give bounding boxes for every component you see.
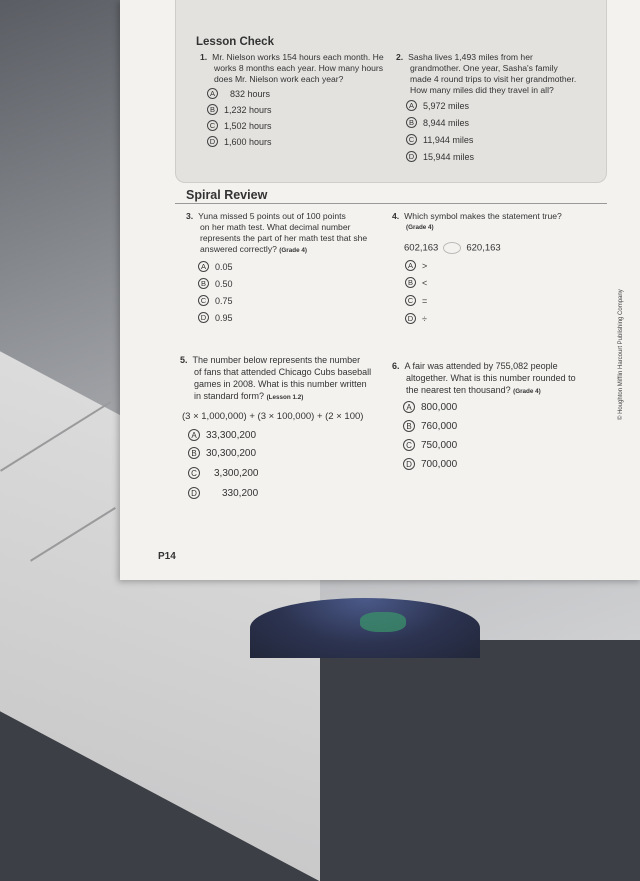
option-circle[interactable]: A	[403, 401, 415, 413]
q6-option-c[interactable]: C 750,000	[403, 439, 457, 451]
q2-option-a[interactable]: A 5,972 miles	[406, 100, 469, 111]
page-number: P14	[158, 551, 176, 562]
option-circle[interactable]: D	[403, 458, 415, 470]
option-circle[interactable]: B	[406, 117, 417, 128]
q4-option-a[interactable]: A >	[405, 260, 427, 271]
q6-option-b[interactable]: B 760,000	[403, 420, 457, 432]
option-circle[interactable]: C	[198, 295, 209, 306]
q2-option-d[interactable]: D 15,944 miles	[406, 151, 474, 162]
q2-option-b[interactable]: B 8,944 miles	[406, 117, 469, 128]
q6-option-a[interactable]: A 800,000	[403, 401, 457, 413]
q2-option-c[interactable]: C 11,944 miles	[406, 134, 473, 145]
q1-option-d[interactable]: D 1,600 hours	[207, 136, 272, 147]
lesson-check-title: Lesson Check	[196, 36, 274, 48]
question-2: 2. Sasha lives 1,493 miles from her grandmother. One year, Sasha's family made 4 round trips to visit her grandmother. How many miles did they travel in all?	[396, 52, 577, 95]
q3-option-d[interactable]: D 0.95	[198, 312, 233, 323]
question-4: 4. Which symbol makes the statement true? (Grade 4)	[392, 211, 562, 231]
option-circle[interactable]: C	[405, 295, 416, 306]
q1-option-c[interactable]: C 1,502 hours	[207, 120, 272, 131]
q4-option-d[interactable]: D ÷	[405, 313, 427, 324]
option-circle[interactable]: A	[207, 88, 218, 99]
option-circle[interactable]: A	[406, 100, 417, 111]
q5-option-a[interactable]: A 33,300,200	[188, 429, 256, 441]
question-number: 2.	[396, 52, 404, 62]
question-number: 3.	[186, 211, 194, 221]
option-circle[interactable]: D	[406, 151, 417, 162]
background-chair-accent	[360, 612, 406, 632]
q5-option-d[interactable]: D 330,200	[188, 487, 258, 499]
question-3: 3. Yuna missed 5 points out of 100 points on her math test. What decimal number represents the part of her math test that she answered correctly? (Grade 4)	[186, 211, 368, 254]
q6-option-d[interactable]: D 700,000	[403, 458, 457, 470]
option-circle[interactable]: A	[405, 260, 416, 271]
q5-expression: (3 × 1,000,000) + (3 × 100,000) + (2 × 100)	[182, 411, 364, 422]
q4-comparison: 602,163 620,163	[404, 242, 501, 254]
option-circle[interactable]: C	[207, 120, 218, 131]
question-number: 5.	[180, 355, 188, 365]
option-circle[interactable]: B	[198, 278, 209, 289]
option-circle[interactable]: D	[198, 312, 209, 323]
question-5: 5. The number below represents the number of fans that attended Chicago Cubs baseball games in 2008. What is this number written in standard form? (Lesson 1.2)	[180, 355, 372, 401]
option-circle[interactable]: D	[207, 136, 218, 147]
option-circle[interactable]: D	[405, 313, 416, 324]
q3-option-c[interactable]: C 0.75	[198, 295, 233, 306]
question-number: 4.	[392, 211, 400, 221]
option-circle[interactable]: B	[207, 104, 218, 115]
option-circle[interactable]: B	[188, 447, 200, 459]
q5-option-b[interactable]: B 30,300,200	[188, 447, 256, 459]
copyright-notice: © Houghton Mifflin Harcourt Publishing Company	[618, 289, 624, 420]
option-circle[interactable]: B	[405, 277, 416, 288]
option-circle[interactable]: B	[403, 420, 415, 432]
option-circle[interactable]: C	[406, 134, 417, 145]
question-number: 1.	[200, 52, 208, 62]
q3-option-a[interactable]: A 0.05	[198, 261, 233, 272]
option-circle[interactable]: A	[188, 429, 200, 441]
question-1: 1. Mr. Nielson works 154 hours each month. He works 8 months each year. How many hours does Mr. Nielson work each year?	[200, 52, 384, 84]
q3-option-b[interactable]: B 0.50	[198, 278, 233, 289]
q5-option-c[interactable]: C 3,300,200	[188, 467, 259, 479]
option-circle[interactable]: C	[403, 439, 415, 451]
question-6: 6. A fair was attended by 755,082 people altogether. What is this number rounded to the nearest ten thousand? (Grade 4)	[392, 361, 576, 395]
q1-option-a[interactable]: A 832 hours	[207, 88, 270, 99]
q1-option-b[interactable]: B 1,232 hours	[207, 104, 272, 115]
answer-blank[interactable]	[443, 242, 461, 254]
q4-option-b[interactable]: B <	[405, 277, 427, 288]
question-number: 6.	[392, 361, 400, 371]
option-circle[interactable]: D	[188, 487, 200, 499]
spiral-review-title: Spiral Review	[186, 188, 268, 202]
q4-option-c[interactable]: C =	[405, 295, 427, 306]
option-circle[interactable]: C	[188, 467, 200, 479]
section-divider	[175, 203, 607, 204]
option-circle[interactable]: A	[198, 261, 209, 272]
worksheet-page	[120, 0, 640, 580]
